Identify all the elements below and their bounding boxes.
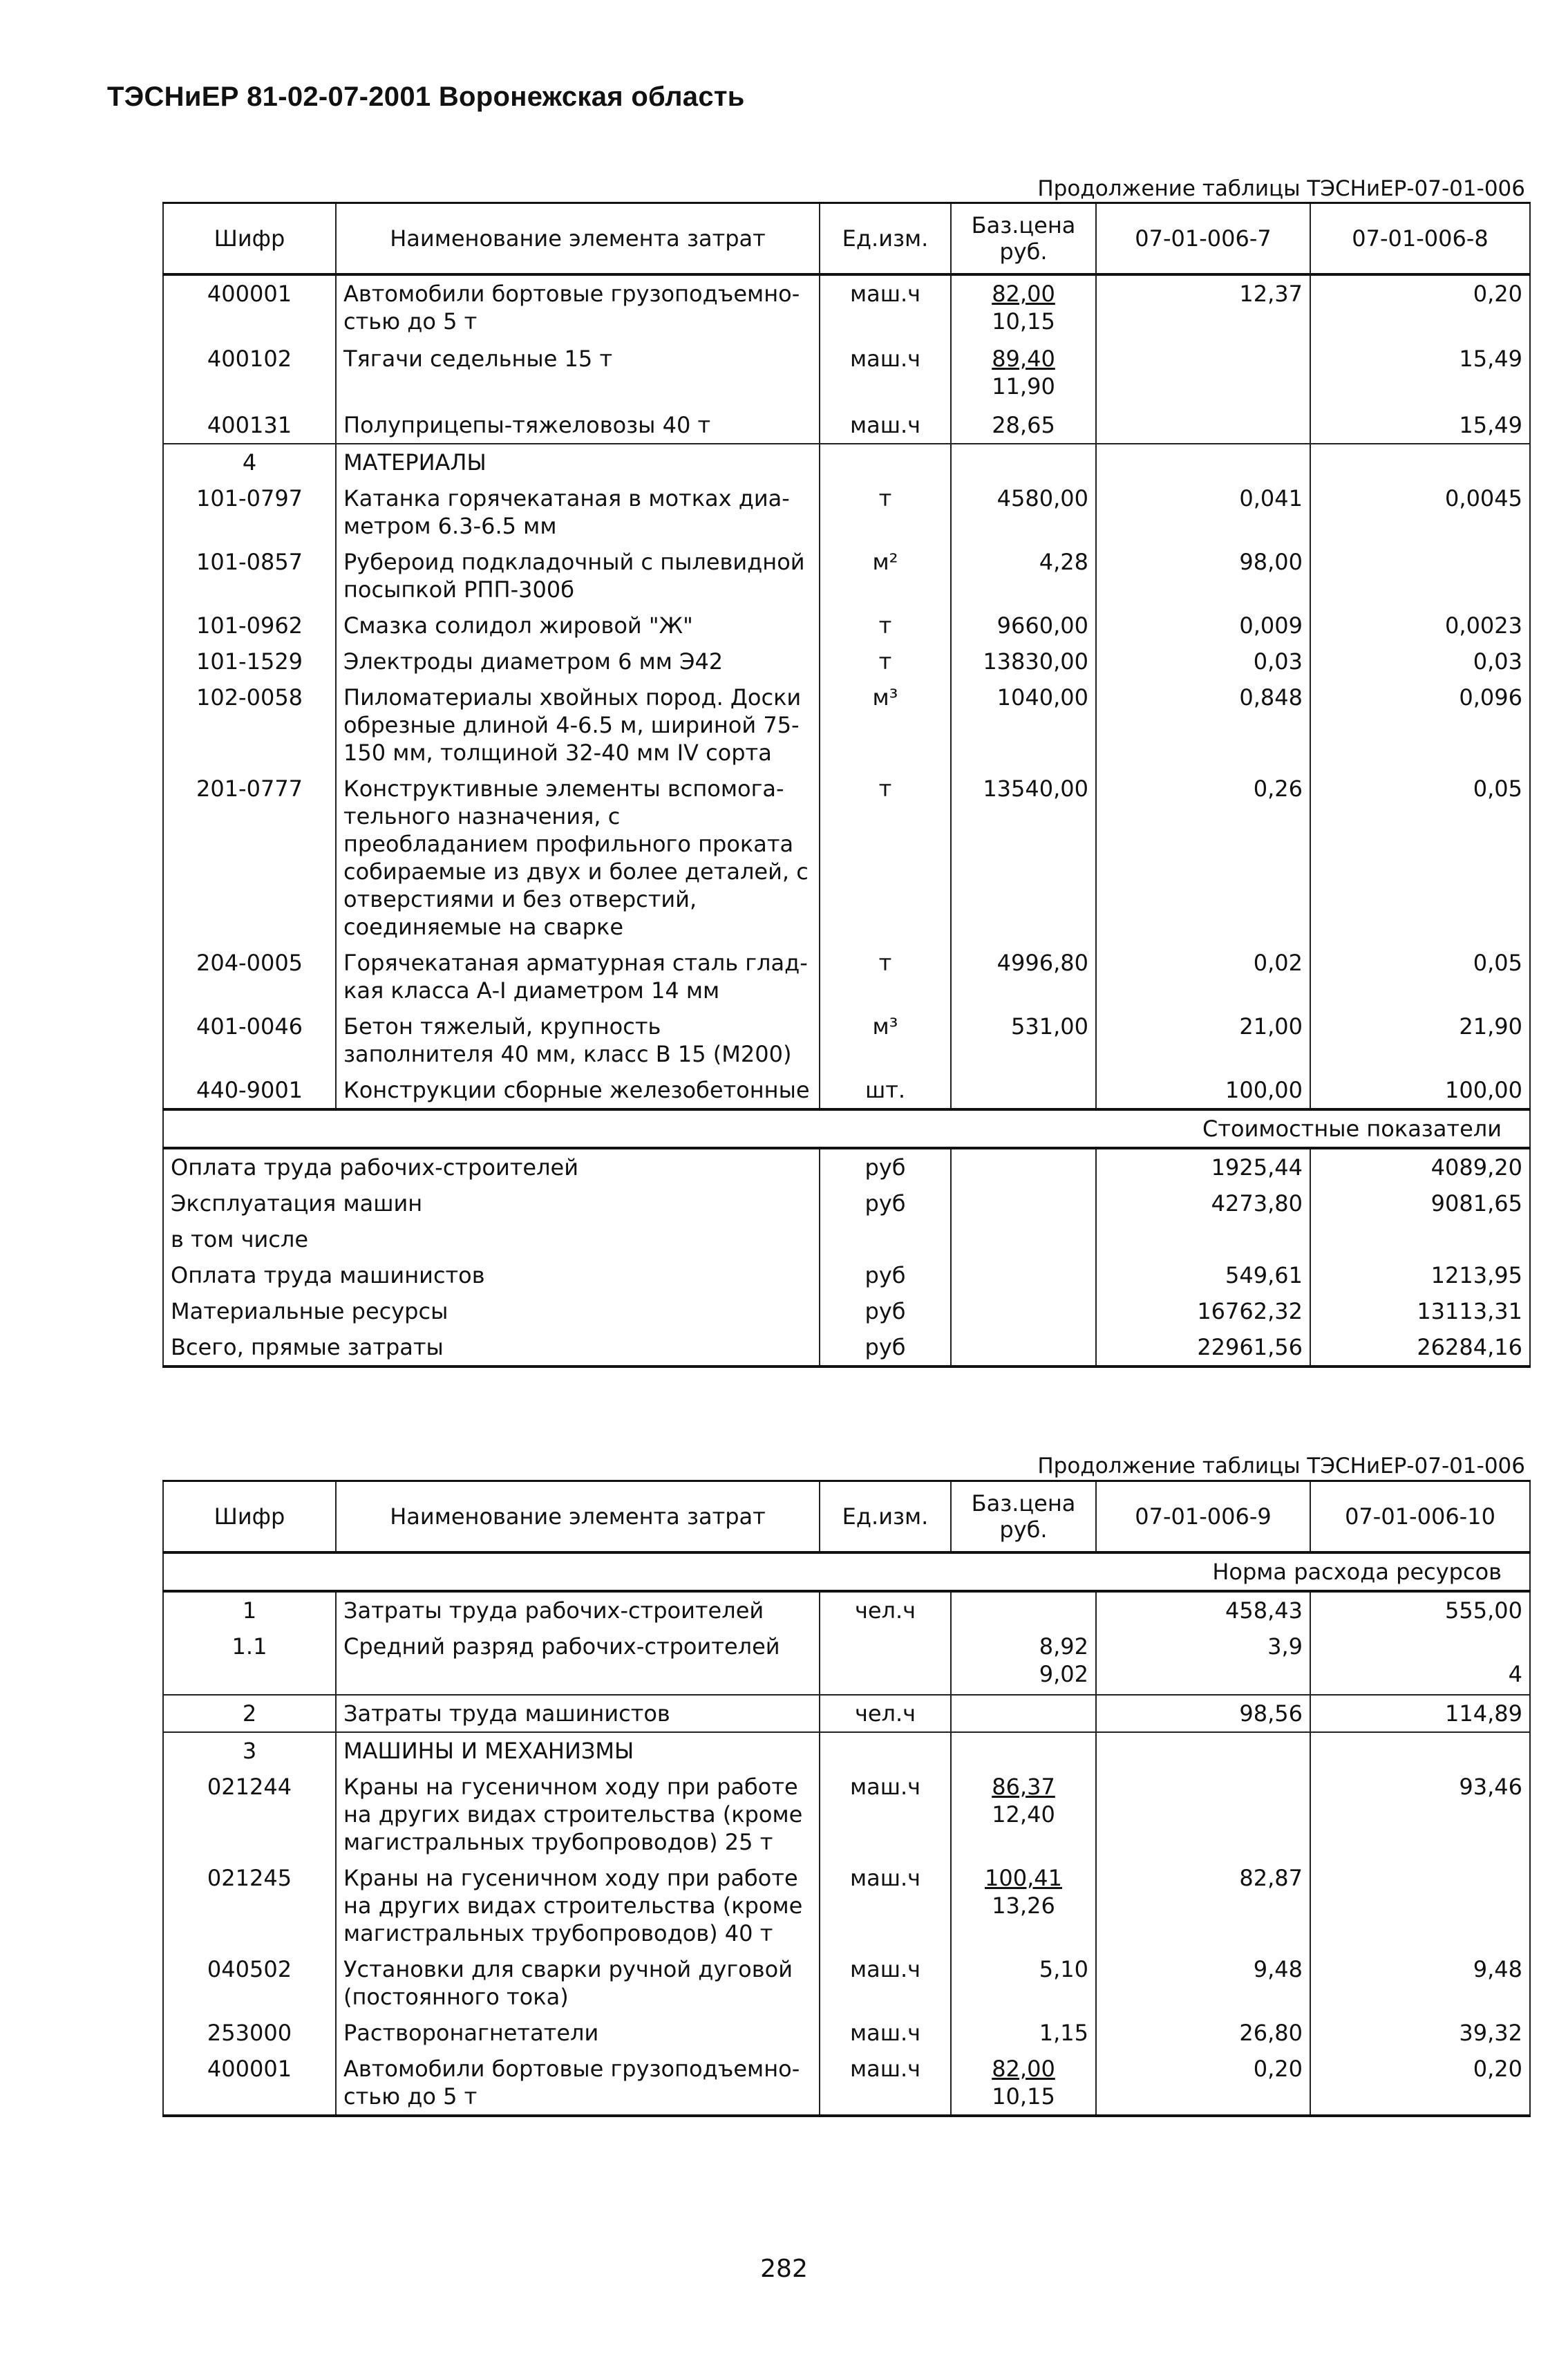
price-cell: 4996,80 [951,945,1096,1008]
value-cell: 0,03 [1096,644,1310,679]
value-cell: 21,00 [1096,1008,1310,1072]
name-cell: Средний разряд рабочих-строителей [336,1628,820,1695]
name-cell: Краны на гусеничном ходу при работе на других видах строительства (кроме магистральных трубопроводов) 40 т [336,1860,820,1951]
price-cell [951,1072,1096,1109]
unit-cell: т [820,771,951,945]
price-cell [951,1695,1096,1732]
code-cell: 040502 [163,1951,336,2015]
price-value: 100,41 [985,1865,1062,1891]
value-cell: 114,89 [1310,1695,1530,1732]
name-cell: Катанка горячекатаная в мотках диа-метром 6.3-6.5 мм [336,480,820,544]
price-cell [951,1591,1096,1628]
price-sub-value: 10,15 [992,308,1055,335]
unit-cell [820,1628,951,1695]
value-cell: 0,05 [1310,771,1530,945]
section-code: 3 [163,1732,336,1769]
table-row [163,2015,1530,2051]
total-row [163,1257,1530,1293]
code-cell: 101-0797 [163,480,336,544]
price-cell: 5,10 [951,1951,1096,2015]
table-row [163,644,1530,679]
unit-cell: т [820,608,951,644]
value-cell [1096,1769,1310,1860]
value-cell: 93,46 [1310,1769,1530,1860]
header-col-7: 07-01-006-7 [1096,203,1310,275]
name-cell: Пиломатериалы хвойных пород. Доски обрезные длиной 4-6.5 м, шириной 75-150 мм, толщиной 32-40 мм IV сорта [336,679,820,771]
resource-table-2 [162,1480,1531,2117]
table-caption: Продолжение таблицы ТЭСНиЕР-07-01-006 [1037,176,1525,201]
total-value: 1213,95 [1310,1257,1530,1293]
table-row [163,407,1530,444]
unit-cell: т [820,480,951,544]
section-title: МАШИНЫ И МЕХАНИЗМЫ [336,1732,820,1769]
total-unit: руб [820,1329,951,1367]
unit-cell: чел.ч [820,1591,951,1628]
code-cell: 021245 [163,1860,336,1951]
name-cell: Тягачи седельные 15 т [336,341,820,407]
header-unit: Ед.изм. [820,1481,951,1553]
price-cell: 4580,00 [951,480,1096,544]
unit-cell: маш.ч [820,1951,951,2015]
section-row [163,444,1530,480]
price-cell: 13830,00 [951,644,1096,679]
price-value: 82,00 [992,281,1055,307]
page-number: 282 [760,2255,808,2283]
price-value: 86,37 [992,1774,1055,1800]
price-cell: 4,28 [951,544,1096,608]
value-cell: 0,009 [1096,608,1310,644]
name-cell: Установки для сварки ручной дуговой (постоянного тока) [336,1951,820,2015]
price-cell: 531,00 [951,1008,1096,1072]
value-cell: 0,848 [1096,679,1310,771]
name-cell: Автомобили бортовые грузоподъемно-стью до 5 т [336,274,820,341]
table-caption: Продолжение таблицы ТЭСНиЕР-07-01-006 [1037,1454,1525,1478]
table-row [163,608,1530,644]
price-value: 89,40 [992,346,1055,372]
name-cell: Краны на гусеничном ходу при работе на других видах строительства (кроме магистральных трубопроводов) 25 т [336,1769,820,1860]
price-cell: 9660,00 [951,608,1096,644]
code-cell: 400001 [163,2051,336,2116]
name-cell: Бетон тяжелый, крупность заполнителя 40 мм, класс В 15 (М200) [336,1008,820,1072]
total-row [163,1148,1530,1185]
value-cell: 0,20 [1310,274,1530,341]
total-unit: руб [820,1185,951,1221]
code-cell: 400001 [163,274,336,341]
table-row [163,945,1530,1008]
value-cell [1310,1628,1530,1695]
band-row [163,1109,1530,1148]
unit-cell: маш.ч [820,1860,951,1951]
name-cell: Полуприцепы-тяжеловозы 40 т [336,407,820,444]
price-sub-value: 11,90 [992,373,1055,400]
unit-cell: маш.ч [820,274,951,341]
total-row [163,1293,1530,1329]
header-col-8: 07-01-006-8 [1310,203,1530,275]
unit-cell: м³ [820,679,951,771]
total-unit: руб [820,1293,951,1329]
table-row [163,1591,1530,1628]
price-cell [951,2051,1096,2116]
table-row [163,480,1530,544]
value-top: 3,9 [1267,1633,1303,1660]
total-value [1310,1221,1530,1257]
code-cell: 400102 [163,341,336,407]
name-cell: Растворонагнетатели [336,2015,820,2051]
value-cell: 9,48 [1310,1951,1530,2015]
table-row [163,1008,1530,1072]
unit-cell: маш.ч [820,407,951,444]
code-cell: 101-1529 [163,644,336,679]
price-sub-value: 12,40 [992,1801,1055,1828]
name-cell: Электроды диаметром 6 мм Э42 [336,644,820,679]
price-sub-value: 9,02 [1039,1661,1088,1687]
price-cell: 28,65 [951,407,1096,444]
table-row [163,544,1530,608]
value-cell [1096,341,1310,407]
header-col-9: 07-01-006-9 [1096,1481,1310,1553]
value-cell: 0,041 [1096,480,1310,544]
value-cell: 0,26 [1096,771,1310,945]
total-unit: руб [820,1257,951,1293]
name-cell: Затраты труда рабочих-строителей [336,1591,820,1628]
value-cell [1096,407,1310,444]
total-value: 26284,16 [1310,1329,1530,1367]
price-cell [951,1769,1096,1860]
value-cell: 98,00 [1096,544,1310,608]
value-cell: 0,20 [1310,2051,1530,2116]
name-cell: Горячекатаная арматурная сталь глад-кая класса А-I диаметром 14 мм [336,945,820,1008]
price-cell: 13540,00 [951,771,1096,945]
price-sub-value: 13,26 [992,1893,1055,1919]
total-row [163,1185,1530,1221]
header-code: Шифр [163,1481,336,1553]
code-cell: 400131 [163,407,336,444]
code-cell: 201-0777 [163,771,336,945]
price-cell [951,274,1096,341]
total-value: 4089,20 [1310,1148,1530,1185]
total-unit [820,1221,951,1257]
unit-cell: шт. [820,1072,951,1109]
header-price: Баз.цена руб. [951,203,1096,275]
code-cell: 440-9001 [163,1072,336,1109]
price-cell [951,1628,1096,1695]
table-row [163,771,1530,945]
resource-norm-label: Норма расхода ресурсов [163,1552,1530,1591]
value-cell: 15,49 [1310,407,1530,444]
header-col-10: 07-01-006-10 [1310,1481,1530,1553]
total-value: 4273,80 [1096,1185,1310,1221]
price-sub-value: 10,15 [992,2083,1055,2110]
unit-cell: т [820,644,951,679]
unit-cell: т [820,945,951,1008]
name-cell: Конструктивные элементы вспомога-тельного назначения, с преобладанием профильного проката собираемые из двух и более деталей, с отверстиями и без отверстий, соединяемые на сварке [336,771,820,945]
unit-cell: маш.ч [820,1769,951,1860]
section-title: МАТЕРИАЛЫ [336,444,820,480]
value-cell: 15,49 [1310,341,1530,407]
total-unit: руб [820,1148,951,1185]
table-row [163,1695,1530,1732]
price-cell [951,341,1096,407]
value-cell: 0,03 [1310,644,1530,679]
code-cell: 2 [163,1695,336,1732]
code-cell: 101-0962 [163,608,336,644]
cost-indicators-label: Стоимостные показатели [163,1109,1530,1148]
name-cell: Затраты труда машинистов [336,1695,820,1732]
value-cell: 100,00 [1096,1072,1310,1109]
total-row [163,1221,1530,1257]
total-label: Всего, прямые затраты [163,1329,820,1367]
code-cell: 101-0857 [163,544,336,608]
value-cell: 458,43 [1096,1591,1310,1628]
code-cell: 1 [163,1591,336,1628]
unit-cell: маш.ч [820,341,951,407]
table-row [163,1628,1530,1695]
code-cell: 253000 [163,2015,336,2051]
section-code: 4 [163,444,336,480]
value-cell: 100,00 [1310,1072,1530,1109]
total-value: 9081,65 [1310,1185,1530,1221]
document-title: ТЭСНиЕР 81-02-07-2001 Воронежская область [107,82,745,112]
name-cell: Смазка солидол жировой "Ж" [336,608,820,644]
total-label: Материальные ресурсы [163,1293,820,1329]
header-name: Наименование элемента затрат [336,1481,820,1553]
header-name: Наименование элемента затрат [336,203,820,275]
value-cell: 0,0045 [1310,480,1530,544]
table-row [163,1072,1530,1109]
value-cell [1096,1628,1310,1695]
value-bottom: 4 [1508,1661,1522,1687]
code-cell: 021244 [163,1769,336,1860]
price-cell [951,1860,1096,1951]
value-cell: 98,56 [1096,1695,1310,1732]
value-cell: 26,80 [1096,2015,1310,2051]
unit-cell: маш.ч [820,2015,951,2051]
value-cell: 0,096 [1310,679,1530,771]
band-row [163,1552,1530,1591]
value-cell: 0,02 [1096,945,1310,1008]
total-value: 549,61 [1096,1257,1310,1293]
total-value: 13113,31 [1310,1293,1530,1329]
value-cell: 39,32 [1310,2015,1530,2051]
header-unit: Ед.изм. [820,203,951,275]
table-row [163,2051,1530,2116]
header-code: Шифр [163,203,336,275]
value-cell [1310,544,1530,608]
value-cell: 0,0023 [1310,608,1530,644]
table-row [163,341,1530,407]
header-price: Баз.цена руб. [951,1481,1096,1553]
table-row [163,1860,1530,1951]
value-cell: 82,87 [1096,1860,1310,1951]
total-value: 16762,32 [1096,1293,1310,1329]
resource-table-1 [162,202,1531,1368]
code-cell: 204-0005 [163,945,336,1008]
value-cell: 555,00 [1310,1591,1530,1628]
price-value: 82,00 [992,2056,1055,2082]
price-cell: 1040,00 [951,679,1096,771]
total-value [1096,1221,1310,1257]
table-row [163,1769,1530,1860]
name-cell: Конструкции сборные железобетонные [336,1072,820,1109]
code-cell: 1.1 [163,1628,336,1695]
total-row [163,1329,1530,1367]
total-label: Оплата труда машинистов [163,1257,820,1293]
code-cell: 102-0058 [163,679,336,771]
table-row [163,1951,1530,2015]
name-cell: Рубероид подкладочный с пылевидной посыпкой РПП-300б [336,544,820,608]
value-cell: 0,05 [1310,945,1530,1008]
unit-cell: м² [820,544,951,608]
price-value: 8,92 [1039,1633,1088,1660]
value-cell [1310,1860,1530,1951]
value-cell: 21,90 [1310,1008,1530,1072]
unit-cell: чел.ч [820,1695,951,1732]
section-row [163,1732,1530,1769]
total-value: 22961,56 [1096,1329,1310,1367]
total-label: в том числе [163,1221,820,1257]
value-cell: 0,20 [1096,2051,1310,2116]
table-row [163,679,1530,771]
total-value: 1925,44 [1096,1148,1310,1185]
code-cell: 401-0046 [163,1008,336,1072]
name-cell: Автомобили бортовые грузоподъемно-стью до 5 т [336,2051,820,2116]
price-cell: 1,15 [951,2015,1096,2051]
unit-cell: м³ [820,1008,951,1072]
value-cell: 9,48 [1096,1951,1310,2015]
value-cell: 12,37 [1096,274,1310,341]
unit-cell: маш.ч [820,2051,951,2116]
total-label: Эксплуатация машин [163,1185,820,1221]
total-label: Оплата труда рабочих-строителей [163,1148,820,1185]
table-row [163,274,1530,341]
